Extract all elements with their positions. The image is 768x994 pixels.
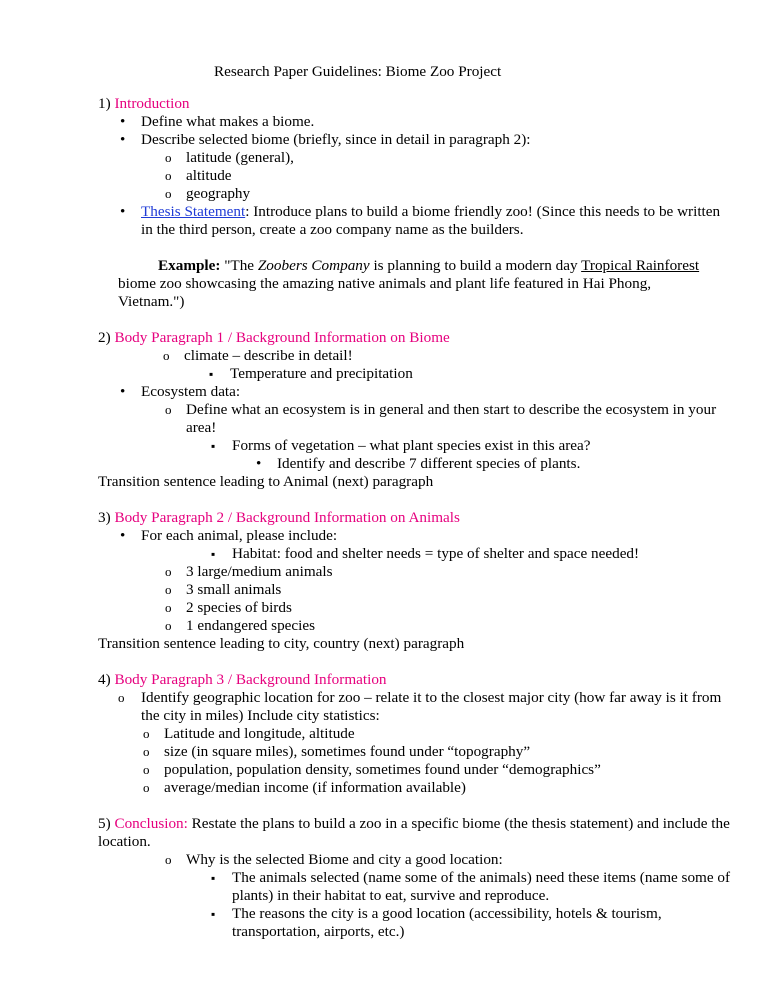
list-item: altitude: [186, 167, 232, 184]
square-bullet-icon: [211, 545, 215, 564]
list-item: Temperature and precipitation: [230, 365, 413, 382]
list-item: population, population density, sometimes found under “demographics”: [164, 761, 601, 778]
list-item: Describe selected biome (briefly, since in detail in paragraph 2):: [141, 131, 531, 148]
list-item-continued: area!: [186, 419, 217, 436]
circle-bullet-icon: [165, 581, 172, 599]
list-item: The reasons the city is a good location (accessibility, hotels & tourism,: [232, 905, 662, 922]
list-item: Ecosystem data:: [141, 383, 241, 400]
circle-bullet-icon: [165, 149, 172, 167]
square-bullet-icon: [211, 869, 215, 888]
circle-bullet-icon: [165, 167, 172, 185]
list-item: geography: [186, 185, 251, 202]
circle-bullet-icon: [165, 599, 172, 617]
circle-bullet-icon: [165, 401, 172, 419]
section-3-heading: 3) Body Paragraph 2 / Background Information on Animals: [98, 509, 460, 526]
list-item-continued: transportation, airports, etc.): [232, 923, 405, 940]
list-item: Define what makes a biome.: [141, 113, 315, 130]
circle-bullet-icon: [118, 689, 125, 707]
bullet-icon: [120, 131, 125, 149]
bullet-icon: [256, 455, 261, 473]
square-bullet-icon: [211, 905, 215, 924]
list-item-continued: the city in miles) Include city statistics:: [141, 707, 380, 724]
example-line-1: Example: "The Zoobers Company is planning to build a modern day Tropical Rainforest: [158, 257, 700, 274]
document-title: Research Paper Guidelines: Biome Zoo Project: [214, 63, 502, 80]
list-item: 3 small animals: [186, 581, 282, 598]
circle-bullet-icon: [165, 185, 172, 203]
section-2-heading: 2) Body Paragraph 1 / Background Information on Biome: [98, 329, 450, 346]
circle-bullet-icon: [143, 761, 150, 779]
transition-sentence: Transition sentence leading to city, country (next) paragraph: [98, 635, 465, 652]
list-item: Forms of vegetation – what plant species exist in this area?: [232, 437, 591, 454]
circle-bullet-icon: [143, 725, 150, 743]
square-bullet-icon: [209, 365, 213, 384]
square-bullet-icon: [211, 437, 215, 456]
circle-bullet-icon: [165, 851, 172, 869]
list-item: Why is the selected Biome and city a good location:: [186, 851, 503, 868]
list-item: For each animal, please include:: [141, 527, 338, 544]
circle-bullet-icon: [165, 563, 172, 581]
list-item: Latitude and longitude, altitude: [164, 725, 355, 742]
circle-bullet-icon: [165, 617, 172, 635]
list-item: 2 species of birds: [186, 599, 292, 616]
list-item: Identify geographic location for zoo – relate it to the closest major city (how far away is it from: [141, 689, 722, 706]
bullet-icon: [120, 203, 125, 221]
thesis-item-continued: in the third person, create a zoo company name as the builders.: [141, 221, 524, 238]
circle-bullet-icon: [163, 347, 170, 365]
thesis-item: Thesis Statement: Introduce plans to build a biome friendly zoo! (Since this needs to be written: [141, 203, 721, 220]
list-item: climate – describe in detail!: [184, 347, 353, 364]
example-line-3: Vietnam."): [118, 293, 185, 310]
bullet-icon: [120, 383, 125, 401]
circle-bullet-icon: [143, 779, 150, 797]
list-item: Define what an ecosystem is in general and then start to describe the ecosystem in your: [186, 401, 717, 418]
conclusion-continued: location.: [98, 833, 151, 850]
list-item: 1 endangered species: [186, 617, 316, 634]
section-5-heading: 5) Conclusion: Restate the plans to build a zoo in a specific biome (the thesis statement) and include the: [98, 815, 730, 832]
section-4-heading: 4) Body Paragraph 3 / Background Information: [98, 671, 387, 688]
transition-sentence: Transition sentence leading to Animal (next) paragraph: [98, 473, 434, 490]
list-item: size (in square miles), sometimes found under “topography”: [164, 743, 531, 760]
bullet-icon: [120, 527, 125, 545]
list-item: The animals selected (name some of the animals) need these items (name some of: [232, 869, 731, 886]
example-line-2: biome zoo showcasing the amazing native animals and plant life featured in Hai Phong,: [118, 275, 652, 292]
list-item-continued: plants) in their habitat to eat, survive and reproduce.: [232, 887, 550, 904]
list-item: average/median income (if information available): [164, 779, 466, 796]
thesis-statement-link[interactable]: Thesis Statement: [141, 203, 246, 220]
list-item: Identify and describe 7 different species of plants.: [277, 455, 581, 472]
bullet-icon: [120, 113, 125, 131]
circle-bullet-icon: [143, 743, 150, 761]
list-item: latitude (general),: [186, 149, 294, 166]
list-item: Habitat: food and shelter needs = type of shelter and space needed!: [232, 545, 640, 562]
list-item: 3 large/medium animals: [186, 563, 333, 580]
section-1-heading: 1) Introduction: [98, 95, 190, 112]
